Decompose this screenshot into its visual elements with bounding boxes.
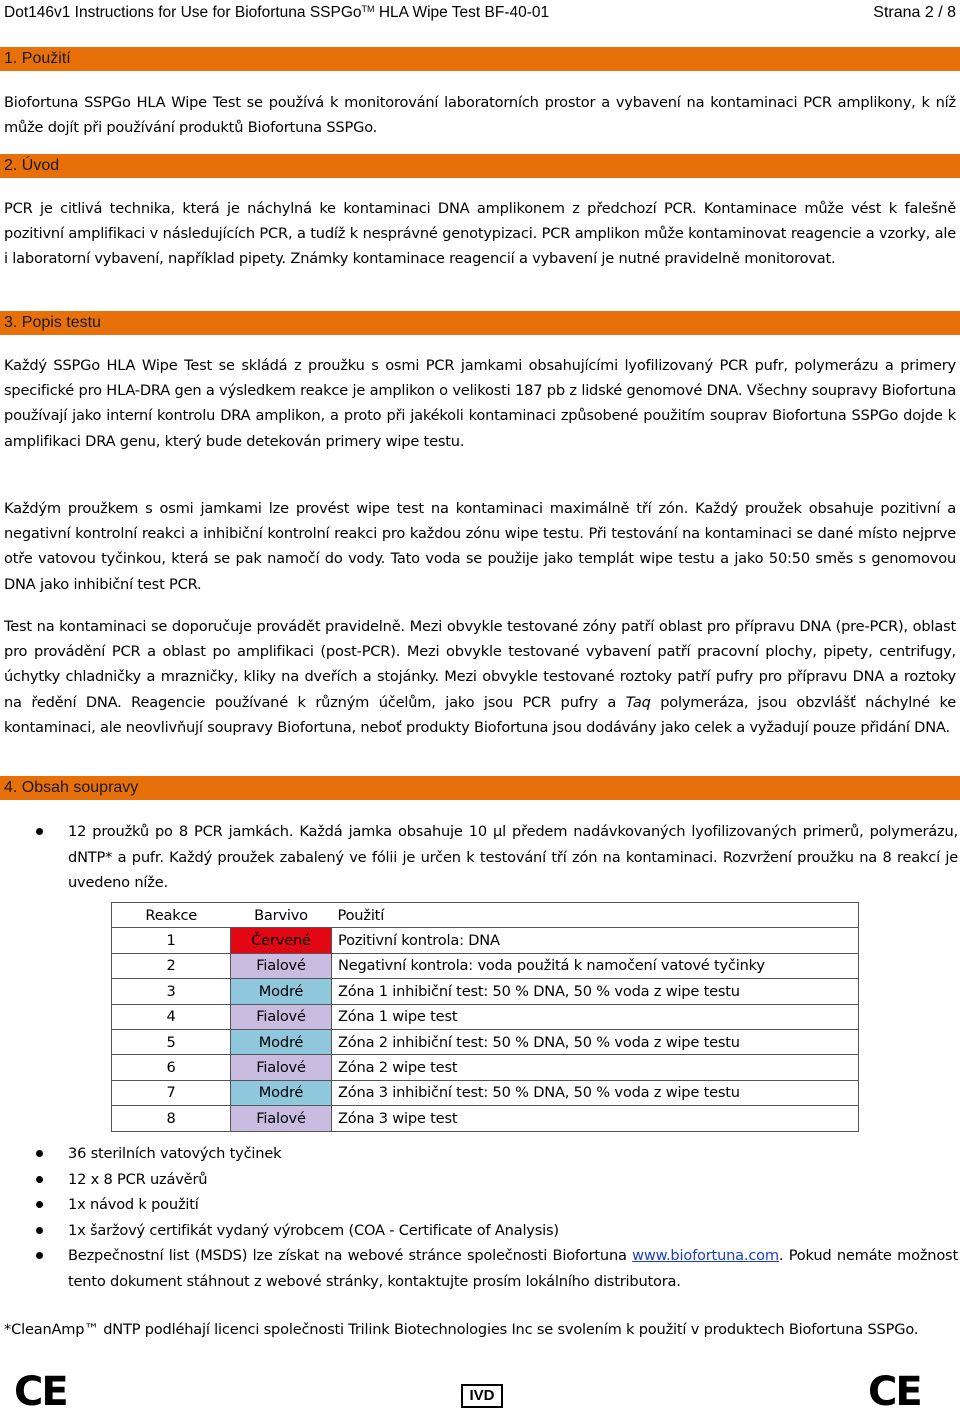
- list-item: 12 x 8 PCR uzávěrů: [36, 1167, 958, 1193]
- header-cell-pouziti: Použití: [332, 903, 859, 928]
- dye-cell: Fialové: [231, 1106, 332, 1131]
- use-cell: Negativní kontrola: voda použitá k namočení vatové tyčinky: [332, 953, 859, 978]
- reaction-number: 5: [112, 1029, 231, 1054]
- reaction-layout-table: [111, 902, 859, 1132]
- table-header-row: [112, 903, 859, 928]
- msds-text-a: Bezpečnostní list (MSDS) lze získat na webové stránce společnosti Biofortuna: [68, 1247, 633, 1264]
- kit-contents-list-2: [36, 1141, 958, 1294]
- use-cell: Zóna 1 wipe test: [332, 1004, 859, 1029]
- section-2-body: PCR je citlivá technika, která je náchylná ke kontaminaci DNA amplikonem z předchozí PCR. Kontaminace může vést k falešně pozitivní amplifikaci v následujících PCR, a tudíž k nesprávné genotypizaci. PCR amplikon může kontaminovat reagencie a vzorky, ale i laboratorní vybavení, například pipety. Známky kontaminace reagencií a vybavení je nutné pravidelně monitorovat.: [4, 200, 956, 268]
- use-cell: Pozitivní kontrola: DNA: [332, 928, 859, 953]
- section-3-paragraph-1: Každý SSPGo HLA Wipe Test se skládá z proužku s osmi PCR jamkami obsahujícími lyofilizovaný PCR pufr, polymerázu a primery specifické pro HLA-DRA gen a výsledkem reakce je amplikon o velikosti 187 pb z lidské genomové DNA. Všechny soupravy Biofortuna používají jako interní kontrolu DRA amplikon, a proto při jakékoli kontaminaci způsobené použitím souprav Biofortuna SSPGo dojde k amplifikaci DRA genu, který bude detekován primery wipe testu.: [4, 357, 956, 450]
- list-item: 1x návod k použití: [36, 1192, 958, 1218]
- page-number: Strana 2 / 8: [873, 4, 956, 21]
- section-1-body: Biofortuna SSPGo HLA Wipe Test se používá k monitorování laboratorních prostor a vybavení na kontaminaci PCR amplikony, k níž může dojít při používání produktů Biofortuna SSPGo.: [4, 94, 956, 137]
- use-cell: Zóna 2 inhibiční test: 50 % DNA, 50 % voda z wipe testu: [332, 1029, 859, 1054]
- section-heading-1: 1. Použití: [0, 47, 960, 71]
- dye-cell: Modré: [231, 1029, 332, 1054]
- p3-italic-taq: Taq: [625, 693, 651, 711]
- reaction-number: 8: [112, 1106, 231, 1131]
- table-row: [112, 1106, 859, 1131]
- page-header: [4, 4, 956, 30]
- ivd-symbol: IVD: [461, 1384, 503, 1408]
- use-cell: Zóna 2 wipe test: [332, 1055, 859, 1080]
- document-title: [4, 4, 549, 22]
- header-cell-reakce: Reakce: [112, 903, 231, 928]
- section-heading-2: 2. Úvod: [0, 154, 960, 178]
- table-row: [112, 1055, 859, 1080]
- table-row: [112, 928, 859, 953]
- list-item: 12 proužků po 8 PCR jamkách. Každá jamka obsahuje 10 µl předem nadávkovaných lyofilizovaných primerů, polymerázu, dNTP* a pufr. Každý proužek zabalený ve fólii je určen k testování tří zón na kontaminaci. Rozvržení proužku na 8 reakcí je uvedeno níže.: [36, 819, 958, 896]
- list-item: [36, 1243, 958, 1294]
- use-cell: Zóna 3 inhibiční test: 50 % DNA, 50 % voda z wipe testu: [332, 1080, 859, 1105]
- use-cell: Zóna 3 wipe test: [332, 1106, 859, 1131]
- section-heading-4: 4. Obsah soupravy: [0, 776, 960, 800]
- biofortuna-website-link[interactable]: www.biofortuna.com: [632, 1247, 779, 1264]
- use-cell: Zóna 1 inhibiční test: 50 % DNA, 50 % voda z wipe testu: [332, 979, 859, 1004]
- table-row: [112, 1029, 859, 1054]
- table-row: [112, 1004, 859, 1029]
- header-cell-barvivo: Barvivo: [231, 903, 332, 928]
- kit-contents-list-1: [36, 819, 958, 896]
- dye-cell: Fialové: [231, 953, 332, 978]
- reaction-number: 4: [112, 1004, 231, 1029]
- table-row: [112, 979, 859, 1004]
- page-footer: [0, 1369, 960, 1415]
- dye-cell: Modré: [231, 1080, 332, 1105]
- reaction-number: 1: [112, 928, 231, 953]
- dye-cell: Fialové: [231, 1004, 332, 1029]
- p3-text-b: polymeráza, jsou obzvlášť náchylné ke kontaminaci, ale neovlivňují soupravy Biofortuna, neboť produkty Biofortuna jsou dodávány jako celek a vyžadují pouze přidání DNA.: [4, 693, 956, 736]
- section-3-paragraph-2: Každým proužkem s osmi jamkami lze provést wipe test na kontaminaci maximálně tří zón. Každý proužek obsahuje pozitivní a negativní kontrolní reakci a inhibiční kontrolní reakci pro každou zónu wipe testu. Při testování na kontaminaci se dané místo nejprve otře vatovou tyčinkou, která se pak namočí do vody. Tato voda se použije jako templát wipe testu a jako 50:50 směs s genomovou DNA jako inhibiční test PCR.: [4, 500, 956, 593]
- footnote: *CleanAmp™ dNTP podléhají licenci společnosti Trilink Biotechnologies Inc se svolením k použití v produktech Biofortuna SSPGo.: [4, 1321, 919, 1338]
- section-3-paragraph-3: [4, 614, 956, 740]
- reaction-number: 7: [112, 1080, 231, 1105]
- msds-text-b: . Pokud nemáte možnost tento dokument stáhnout z webové stránky, kontaktujte prosím lokálního distributora.: [68, 1247, 958, 1290]
- dye-cell: Fialové: [231, 1055, 332, 1080]
- ce-mark-left: CE: [14, 1369, 67, 1415]
- reaction-number: 2: [112, 953, 231, 978]
- doc-title-text: Dot146v1 Instructions for Use for Biofortuna SSPGo: [4, 4, 362, 21]
- table-row: [112, 953, 859, 978]
- p3-text-a: Test na kontaminaci se doporučuje provádět pravidelně. Mezi obvykle testované zóny patří oblast pro přípravu DNA (pre-PCR), oblast pro provádění PCR a oblast po amplifikaci (post-PCR). Mezi obvykle testované vybavení patří pracovní plochy, pipety, centrifugy, úchytky chladničky a mrazničky, kliky na dveřích a stojánky. Mezi obvykle testované roztoky patří pufry pro přípravu DNA a roztoky na ředění DNA. Reagencie používané k různým účelům, jako jsou PCR pufry a: [4, 618, 956, 711]
- list-item: 36 sterilních vatových tyčinek: [36, 1141, 958, 1167]
- reaction-number: 6: [112, 1055, 231, 1080]
- table-row: [112, 1080, 859, 1105]
- doc-title-rest: HLA Wipe Test BF-40-01: [378, 4, 550, 21]
- list-item: 1x šaržový certifikát vydaný výrobcem (COA - Certificate of Analysis): [36, 1218, 958, 1244]
- section-heading-3: 3. Popis testu: [0, 311, 960, 335]
- ce-mark-right: CE: [868, 1369, 921, 1415]
- trademark-mark: TM: [361, 4, 375, 14]
- reaction-number: 3: [112, 979, 231, 1004]
- dye-cell: Modré: [231, 979, 332, 1004]
- dye-cell: Červené: [231, 928, 332, 953]
